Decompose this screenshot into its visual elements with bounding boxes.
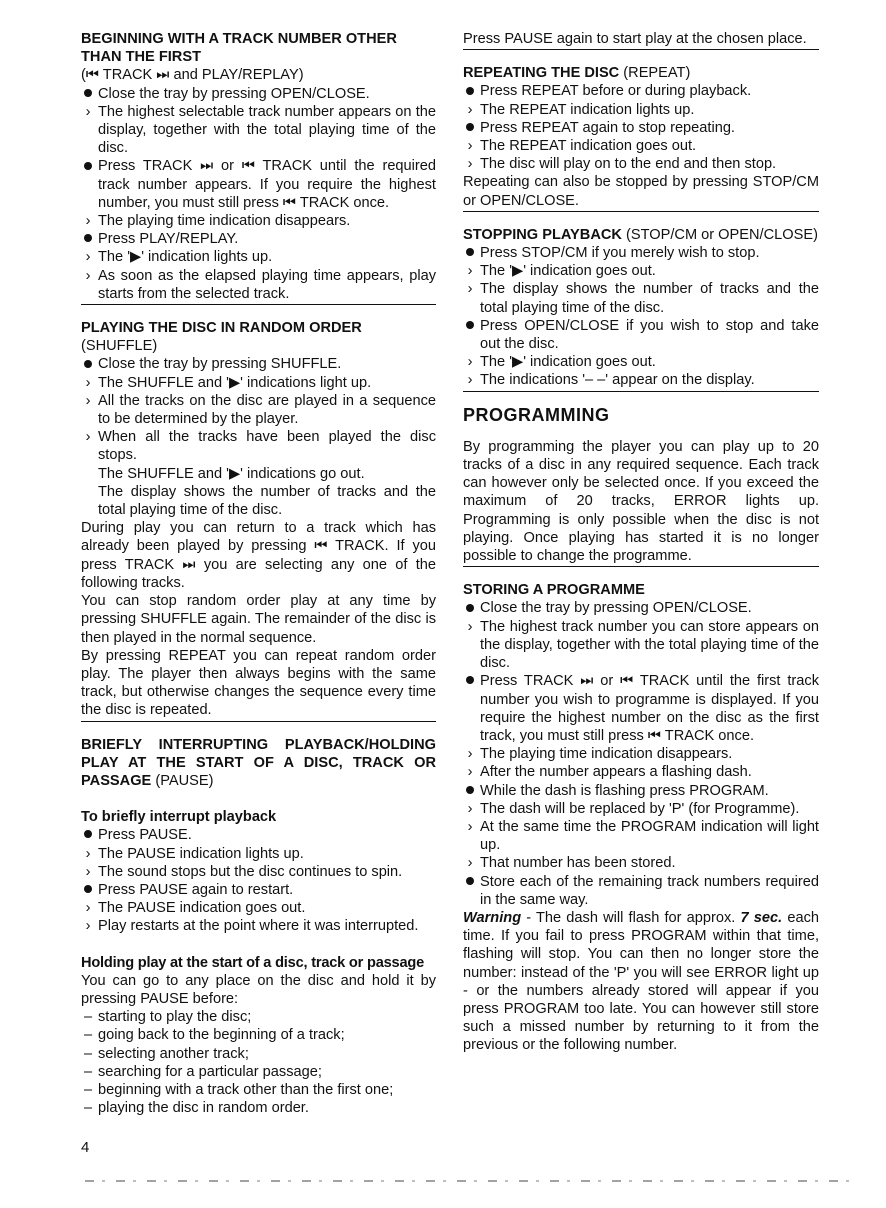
- list-item-text: The highest selectable track number appears on the display, together with the total playing time of the disc.: [98, 103, 436, 157]
- bullet-icon: [81, 230, 95, 248]
- page-number: 4: [81, 1139, 90, 1156]
- right-column: [463, 30, 819, 1070]
- list-item-text: The dash will be replaced by 'P' (for Programme).: [480, 800, 800, 817]
- list-item: [463, 599, 819, 617]
- list-item-text: As soon as the elapsed playing time appears, play starts from the selected track.: [98, 267, 436, 302]
- warning-rest: each time. If you fail to press PROGRAM within that time, flashing will stop. You can then no longer store the number: instead of the 'P' you will see ERROR light up - or the numbers already stored will appear if you press PROGRAM too late. You can however still store such a missed number by returning to it from the previous or the following number.: [463, 909, 819, 1054]
- list-item: [81, 881, 436, 899]
- section-shuffle: [81, 319, 436, 721]
- list-item: [463, 317, 819, 353]
- warning-paragraph: [463, 909, 819, 1055]
- list-item-text: The REPEAT indication lights up.: [480, 101, 695, 118]
- result-arrow-icon: ›: [467, 156, 473, 173]
- list-item: [81, 85, 436, 103]
- list-item: [463, 672, 819, 745]
- section-title-block: [81, 736, 436, 791]
- list-item-text: Press REPEAT again to stop repeating.: [480, 119, 735, 136]
- warning-time: 7 sec.: [740, 909, 783, 926]
- section-title: STORING A PROGRAMME: [463, 582, 645, 599]
- bullet-icon: [463, 873, 477, 891]
- list-item: [81, 157, 436, 212]
- result-arrow-icon: ›: [467, 263, 473, 280]
- list-item-text: Play restarts at the point where it was interrupted.: [98, 918, 419, 935]
- chapter-heading: PROGRAMMING: [463, 404, 610, 425]
- list-item: [463, 119, 819, 137]
- result-arrow-icon: ›: [467, 618, 473, 635]
- list-item: [463, 137, 819, 155]
- list-item: [463, 745, 819, 763]
- list-item-text: The '▶' indication goes out.: [480, 263, 656, 280]
- result-arrow-icon: ›: [85, 863, 91, 880]
- dash-item: [81, 1081, 436, 1099]
- dash-item-text: searching for a particular passage;: [98, 1063, 322, 1080]
- instruction-list: [81, 355, 436, 464]
- dash-item-text: beginning with a track other than the first one;: [98, 1081, 394, 1098]
- paragraph: You can go to any place on the disc and hold it by pressing PAUSE before:: [81, 972, 436, 1007]
- section-stop: [463, 226, 819, 392]
- list-item-text: When all the tracks have been played the disc stops.: [98, 429, 436, 464]
- list-item-text: After the number appears a flashing dash.: [480, 764, 752, 781]
- dash-list: [81, 1008, 436, 1117]
- list-item: [81, 392, 436, 428]
- instruction-list: [81, 85, 436, 303]
- bullet-icon: [463, 317, 477, 335]
- bullet-icon: [81, 355, 95, 373]
- subsection-title: Holding play at the start of a disc, track or passage: [81, 954, 424, 971]
- result-arrow-icon: ›: [467, 818, 473, 835]
- indented-text: The display shows the number of tracks and the total playing time of the disc.: [98, 483, 436, 519]
- list-item: [463, 155, 819, 173]
- list-item-text: The REPEAT indication goes out.: [480, 138, 697, 155]
- dash-icon: –: [83, 1081, 93, 1098]
- section-title: BRIEFLY INTERRUPTING PLAYBACK/HOLDING PLAY AT THE START OF A DISC, TRACK OR PASSAGE: [81, 736, 436, 789]
- list-item: [463, 782, 819, 800]
- paragraph: By programming the player you can play up to 20 tracks of a disc in any required sequence. Each track can however only be selected once. If you exceed the maximum of 20 tracks, ERROR lights up. Programming is only possible when the disc is not playing. Once playing has started it is no longer possible to change the programme.: [463, 438, 819, 565]
- list-item-text: Close the tray by pressing SHUFFLE.: [98, 356, 342, 373]
- result-arrow-icon: ›: [85, 845, 91, 862]
- list-item: [463, 101, 819, 119]
- list-item-text: The '▶' indication lights up.: [98, 249, 273, 266]
- result-arrow-icon: ›: [85, 213, 91, 230]
- bullet-icon: [81, 881, 95, 899]
- result-arrow-icon: ›: [85, 392, 91, 409]
- instruction-list: [463, 599, 819, 908]
- list-item: [81, 428, 436, 464]
- section-title-paren: (REPEAT): [623, 65, 691, 82]
- section-store-programme: [463, 581, 819, 1055]
- list-item: [81, 863, 436, 881]
- list-item: [463, 371, 819, 389]
- list-item: [81, 103, 436, 158]
- list-item: [463, 244, 819, 262]
- dash-item: [81, 1099, 436, 1117]
- section-title-block: [463, 64, 819, 82]
- bullet-icon: [463, 119, 477, 137]
- result-arrow-icon: ›: [467, 138, 473, 155]
- list-item-text: The display shows the number of tracks and the total playing time of the disc.: [480, 281, 819, 316]
- dash-icon: –: [83, 1009, 93, 1026]
- result-arrow-icon: ›: [467, 800, 473, 817]
- section-repeat: [463, 64, 819, 212]
- list-item-text: Press TRACK ⏭ or ⏮ TRACK until the required track number appears. If you require the highest number, you must still press ⏮ TRACK once.: [98, 158, 436, 211]
- list-item-text: The indications '– –' appear on the display.: [480, 372, 755, 389]
- list-item-text: Press PAUSE again to restart.: [98, 881, 294, 898]
- list-item-text: Press PAUSE.: [98, 827, 192, 844]
- section-title-block: [463, 226, 819, 244]
- dash-item-text: going back to the beginning of a track;: [98, 1027, 345, 1044]
- paragraph: Repeating can also be stopped by pressing STOP/CM or OPEN/CLOSE.: [463, 174, 819, 209]
- list-item-text: The highest track number you can store appears on the display, together with the total playing time of the disc.: [480, 618, 819, 672]
- section-title: BEGINNING WITH A TRACK NUMBER OTHER THAN THE FIRST: [81, 31, 397, 66]
- result-arrow-icon: ›: [85, 267, 91, 284]
- dash-item: [81, 1008, 436, 1026]
- bullet-icon: [463, 599, 477, 617]
- section-programming: [463, 406, 819, 568]
- result-arrow-icon: ›: [467, 855, 473, 872]
- result-arrow-icon: ›: [85, 249, 91, 266]
- list-item: [463, 262, 819, 280]
- list-item-text: The PAUSE indication lights up.: [98, 845, 304, 862]
- dash-item-text: starting to play the disc;: [98, 1009, 252, 1026]
- section-subtitle: (SHUFFLE): [81, 338, 158, 355]
- instruction-list: [463, 244, 819, 390]
- section-title-paren: (STOP/CM or OPEN/CLOSE): [626, 226, 818, 243]
- list-item-text: Press OPEN/CLOSE if you wish to stop and take out the disc.: [480, 317, 819, 353]
- bullet-icon: [81, 826, 95, 844]
- list-item-text: The disc will play on to the end and then stop.: [480, 156, 777, 173]
- list-item-text: While the dash is flashing press PROGRAM.: [480, 782, 769, 799]
- list-item: [81, 267, 436, 303]
- list-item: [463, 873, 819, 909]
- list-item-text: Press REPEAT before or during playback.: [480, 83, 752, 100]
- left-column: [81, 30, 436, 1132]
- bullet-icon: [463, 82, 477, 100]
- section-track-start: [81, 30, 436, 305]
- list-item: [81, 248, 436, 266]
- list-item: [463, 763, 819, 781]
- dash-item: [81, 1045, 436, 1063]
- list-item-text: The playing time indication disappears.: [98, 213, 351, 230]
- list-item-text: The SHUFFLE and '▶' indications light up.: [98, 374, 372, 391]
- result-arrow-icon: ›: [85, 429, 91, 446]
- dash-icon: –: [83, 1063, 93, 1080]
- result-arrow-icon: ›: [467, 764, 473, 781]
- list-item-text: The sound stops but the disc continues to spin.: [98, 863, 403, 880]
- list-item: [463, 353, 819, 371]
- bullet-icon: [81, 85, 95, 103]
- instruction-list: [81, 826, 436, 935]
- section-title: STOPPING PLAYBACK: [463, 226, 622, 243]
- result-arrow-icon: ›: [467, 281, 473, 298]
- bullet-icon: [81, 157, 95, 175]
- section-pause-continued: [463, 30, 819, 50]
- dash-icon: –: [83, 1100, 93, 1117]
- instruction-list: [463, 82, 819, 173]
- dash-item: [81, 1063, 436, 1081]
- result-arrow-icon: ›: [85, 374, 91, 391]
- list-item: [81, 845, 436, 863]
- paragraph: You can stop random order play at any time by pressing SHUFFLE again. The remainder of the disc is then played in the normal sequence.: [81, 593, 436, 646]
- result-arrow-icon: ›: [467, 101, 473, 118]
- dash-icon: –: [83, 1045, 93, 1062]
- list-item-text: The playing time indication disappears.: [480, 746, 733, 763]
- list-item-text: Close the tray by pressing OPEN/CLOSE.: [480, 600, 752, 617]
- list-item: [81, 212, 436, 230]
- paragraph: Press PAUSE again to start play at the chosen place.: [463, 31, 807, 47]
- result-arrow-icon: ›: [467, 372, 473, 389]
- bullet-icon: [463, 782, 477, 800]
- warning-label: Warning: [463, 909, 522, 926]
- section-title-paren: (PAUSE): [155, 772, 214, 789]
- list-item: [81, 374, 436, 392]
- list-item: [81, 899, 436, 917]
- list-item-text: That number has been stored.: [480, 855, 676, 872]
- list-item-text: The '▶' indication goes out.: [480, 354, 656, 371]
- list-item: [463, 800, 819, 818]
- dash-item: [81, 1026, 436, 1044]
- list-item: [463, 854, 819, 872]
- result-arrow-icon: ›: [85, 900, 91, 917]
- warning-text: - The dash will flash for approx.: [521, 909, 741, 926]
- list-item: [463, 618, 819, 673]
- result-arrow-icon: ›: [85, 103, 91, 120]
- list-item: [81, 917, 436, 935]
- list-item-text: At the same time the PROGRAM indication will light up.: [480, 818, 819, 854]
- paragraph: By pressing REPEAT you can repeat random order play. The player then always begins with the same track, but otherwise changes the sequence every time the disc is repeated.: [81, 647, 436, 719]
- list-item: [463, 280, 819, 316]
- list-item: [463, 82, 819, 100]
- list-item: [81, 355, 436, 373]
- result-arrow-icon: ›: [467, 746, 473, 763]
- result-arrow-icon: ›: [467, 354, 473, 371]
- subsection-title: To briefly interrupt playback: [81, 809, 277, 826]
- section-pause: [81, 736, 436, 1119]
- dash-icon: –: [83, 1027, 93, 1044]
- section-title: REPEATING THE DISC: [463, 65, 620, 82]
- section-subtitle: (⏮ TRACK ⏭ and PLAY/REPLAY): [81, 67, 304, 84]
- dash-item-text: selecting another track;: [98, 1045, 249, 1062]
- list-item-text: Store each of the remaining track numbers required in the same way.: [480, 873, 819, 908]
- list-item-text: All the tracks on the disc are played in a sequence to be determined by the player.: [98, 392, 436, 428]
- indented-text: The SHUFFLE and '▶' indications go out.: [98, 465, 365, 482]
- list-item-text: Press TRACK ⏭ or ⏮ TRACK until the first track number you wish to programme is displayed. If you require the highest number on the disc as the first track, you must still press ⏮ TRACK once.: [480, 673, 819, 744]
- bullet-icon: [463, 244, 477, 262]
- bullet-icon: [463, 672, 477, 690]
- result-arrow-icon: ›: [85, 918, 91, 935]
- list-item-text: Press PLAY/REPLAY.: [98, 231, 239, 248]
- scan-artifact-line: [85, 1180, 855, 1182]
- dash-item-text: playing the disc in random order.: [98, 1100, 309, 1117]
- section-title: PLAYING THE DISC IN RANDOM ORDER: [81, 320, 362, 337]
- list-item: [81, 826, 436, 844]
- list-item: [463, 818, 819, 854]
- list-item-text: Press STOP/CM if you merely wish to stop.: [480, 245, 760, 262]
- list-item-text: Close the tray by pressing OPEN/CLOSE.: [98, 85, 370, 102]
- paragraph: During play you can return to a track which has already been played by pressing ⏮ TRACK. If you press TRACK ⏭ you are selecting any one of the following tracks.: [81, 520, 436, 591]
- list-item: [81, 230, 436, 248]
- list-item-text: The PAUSE indication goes out.: [98, 900, 306, 917]
